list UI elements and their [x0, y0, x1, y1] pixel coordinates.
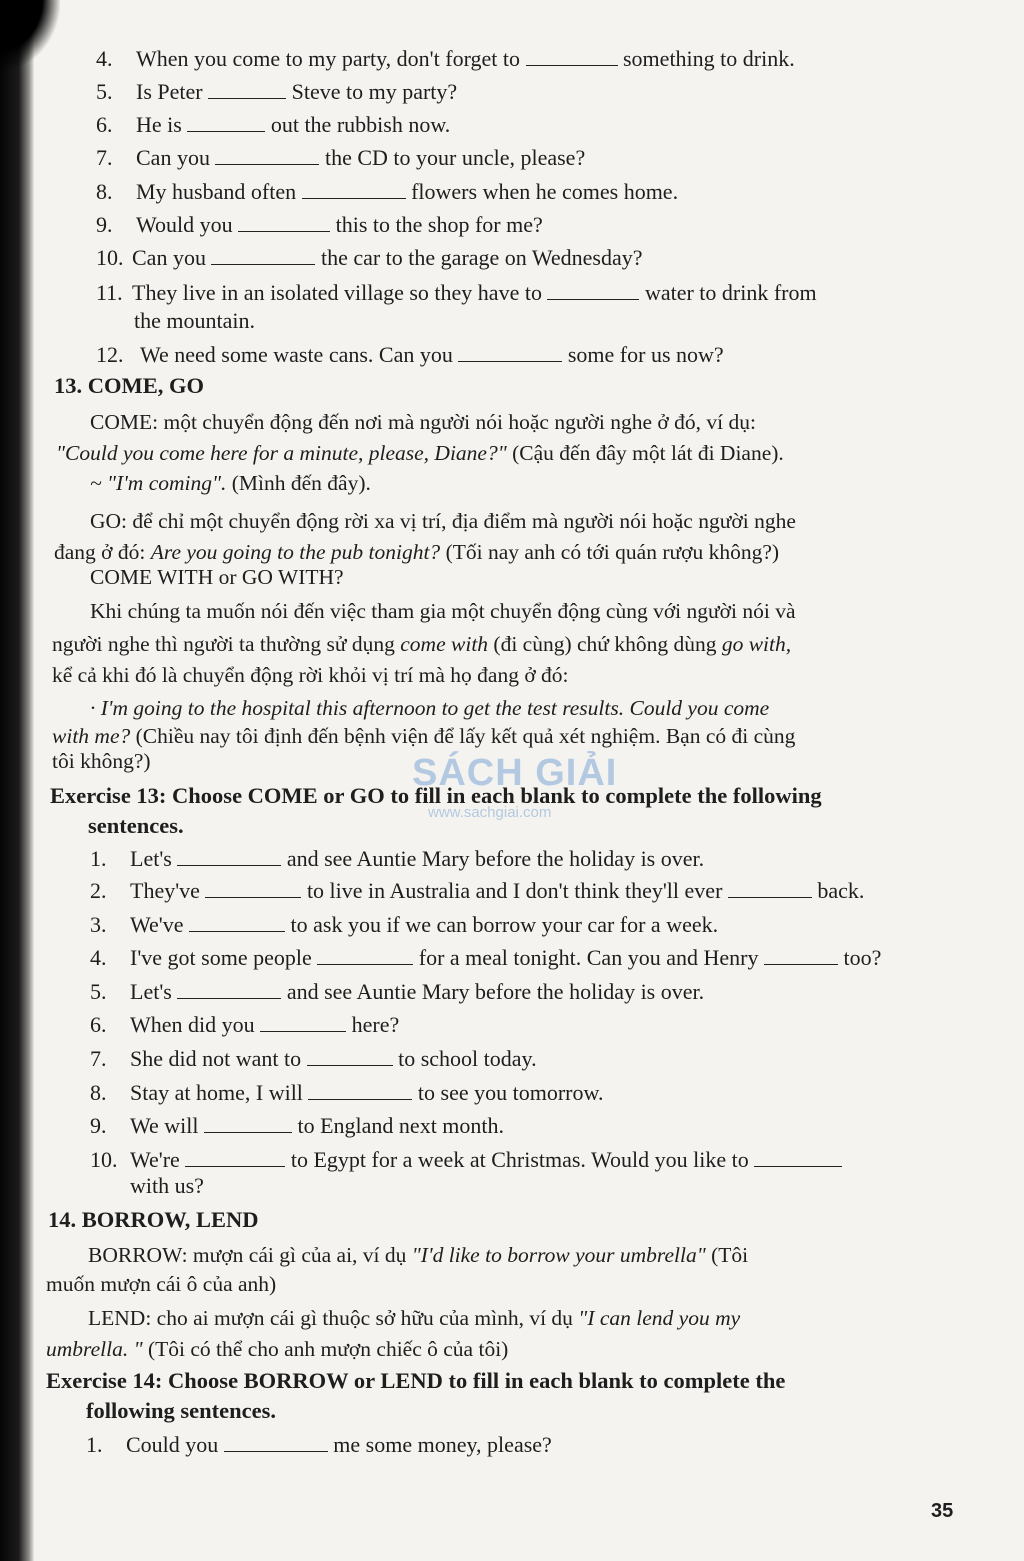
translation-text: (Mình đến đây).	[226, 471, 371, 495]
answer-blank[interactable]	[302, 180, 406, 199]
answer-blank[interactable]	[177, 980, 281, 999]
item-text: Can you	[132, 245, 206, 270]
translation-text: (Tôi có thể cho anh mượn chiếc ô của tôi)	[142, 1337, 509, 1361]
answer-blank[interactable]	[260, 1013, 346, 1032]
translation-text: (Tối nay anh có tới quán rượu không?)	[440, 540, 780, 564]
paragraph-line: tôi không?)	[52, 749, 151, 773]
emphasis-text: come with	[400, 632, 489, 656]
item-number: 1.	[86, 1432, 103, 1457]
example-text: "I'd like to borrow your umbrella"	[411, 1243, 706, 1267]
item-text: to see you tomorrow.	[417, 1080, 604, 1105]
answer-blank[interactable]	[205, 879, 301, 898]
paragraph-text: người nghe thì người ta thường sử dụng	[52, 632, 401, 656]
item-text: and see Auntie Mary before the holiday is over.	[286, 846, 705, 871]
paragraph-text: đang ở đó:	[54, 540, 151, 564]
exercise-item	[96, 342, 724, 368]
translation-text: (Tôi	[705, 1243, 749, 1267]
item-number: 8.	[96, 179, 113, 204]
paragraph-line: muốn mượn cái ô của anh)	[46, 1272, 277, 1296]
exercise-title: following sentences.	[86, 1398, 276, 1423]
exercise-item-continued	[134, 308, 255, 334]
item-number: 1.	[90, 846, 107, 871]
paragraph-text: LEND: cho ai mượn cái gì thuộc sở hữu của mình, ví dụ	[88, 1306, 579, 1330]
item-number: 4.	[96, 46, 113, 71]
paragraph-line: Khi chúng ta muốn nói đến việc tham gia một chuyển động cùng với người nói và	[90, 599, 796, 623]
paragraph-line: kể cả khi đó là chuyển động rời khỏi vị trí mà họ đang ở đó:	[52, 663, 569, 687]
exercise-item	[90, 979, 704, 1005]
answer-blank[interactable]	[187, 113, 265, 132]
exercise-item	[90, 1147, 842, 1173]
item-text: She did not want to	[130, 1046, 302, 1071]
section-heading: 13. COME, GO	[54, 373, 204, 398]
answer-blank[interactable]	[317, 946, 413, 965]
item-text: this to the shop for me?	[335, 212, 543, 237]
item-number: 9.	[90, 1113, 107, 1138]
item-text: to school today.	[398, 1046, 537, 1071]
item-text: too?	[843, 945, 882, 970]
answer-blank[interactable]	[547, 281, 639, 300]
item-number: 7.	[96, 145, 113, 170]
paragraph-line	[88, 1242, 748, 1268]
page-number: 35	[931, 1500, 954, 1522]
exercise-item	[90, 1012, 399, 1038]
item-text: When you come to my party, don't forget to	[136, 46, 520, 71]
answer-blank[interactable]	[308, 1081, 412, 1100]
item-text: Can you	[136, 145, 210, 170]
paragraph-line	[88, 1305, 740, 1331]
answer-blank[interactable]	[754, 1148, 842, 1167]
item-text: here?	[351, 1012, 400, 1037]
item-text: We will	[130, 1113, 199, 1138]
item-text: me some money, please?	[333, 1432, 552, 1457]
item-number: 11.	[96, 280, 123, 305]
exercise-item	[90, 1080, 603, 1106]
item-text: to England next month.	[297, 1113, 505, 1138]
item-text: When did you	[130, 1012, 255, 1037]
answer-blank[interactable]	[224, 1433, 328, 1452]
item-number: 9.	[96, 212, 113, 237]
exercise-item	[86, 1432, 552, 1458]
exercise-item	[90, 878, 864, 904]
item-text: the CD to your uncle, please?	[324, 145, 586, 170]
item-text: They live in an isolated village so they have to	[132, 280, 542, 305]
paragraph-line	[54, 539, 779, 565]
exercise-item	[96, 212, 543, 238]
translation-text: (Chiều nay tôi định đến bệnh viện để lấy kết quả xét nghiệm. Bạn có đi cùng	[130, 724, 796, 748]
answer-blank[interactable]	[526, 47, 618, 66]
item-text: Steve to my party?	[291, 79, 458, 104]
paragraph-line	[90, 470, 371, 496]
example-text: ~ "I'm coming".	[90, 471, 227, 495]
paragraph-text: BORROW: mượn cái gì của ai, ví dụ	[88, 1243, 412, 1267]
item-text: Would you	[136, 212, 233, 237]
paragraph-text: (đi cùng) chứ không dùng	[488, 632, 722, 656]
item-text: We're	[130, 1147, 180, 1172]
item-text: I've got some people	[130, 945, 312, 970]
item-text: out the rubbish now.	[270, 112, 451, 137]
paragraph-line: GO: để chỉ một chuyển động rời xa vị trí, địa điểm mà người nói hoặc người nghe	[90, 509, 796, 533]
item-number: 12.	[96, 342, 124, 367]
item-text: to ask you if we can borrow your car for a week.	[290, 912, 719, 937]
answer-blank[interactable]	[211, 246, 315, 265]
item-text: and see Auntie Mary before the holiday is over.	[286, 979, 705, 1004]
example-text: "I can lend you my	[578, 1306, 741, 1330]
item-text: the mountain.	[134, 308, 255, 333]
item-text: to live in Australia and I don't think they'll ever	[306, 878, 723, 903]
item-text: Let's	[130, 979, 172, 1004]
answer-blank[interactable]	[728, 879, 812, 898]
item-number: 6.	[90, 1012, 107, 1037]
section-heading: 14. BORROW, LEND	[48, 1207, 259, 1232]
exercise-item	[90, 945, 881, 971]
answer-blank[interactable]	[208, 80, 286, 99]
exercise-item	[96, 145, 585, 171]
example-text: "Could you come here for a minute, please, Diane?"	[56, 441, 507, 465]
exercise-item	[96, 112, 450, 138]
item-number: 4.	[90, 945, 107, 970]
example-text: Are you going to the pub tonight?	[150, 540, 441, 564]
watermark-url: www.sachgiai.com	[428, 804, 552, 821]
translation-text: (Cậu đến đây một lát đi Diane).	[506, 441, 784, 465]
exercise-item	[90, 912, 718, 938]
answer-blank[interactable]	[764, 946, 838, 965]
exercise-title: sentences.	[88, 813, 184, 838]
item-text: Stay at home, I will	[130, 1080, 303, 1105]
exercise-item	[96, 179, 678, 205]
answer-blank[interactable]	[215, 146, 319, 165]
example-line: · I'm going to the hospital this afternoon to get the test results. Could you come	[90, 696, 770, 720]
exercise-item	[96, 280, 817, 306]
item-number: 5.	[96, 79, 113, 104]
item-number: 10.	[96, 245, 124, 270]
answer-blank[interactable]	[177, 847, 281, 866]
item-number: 8.	[90, 1080, 107, 1105]
item-number: 6.	[96, 112, 113, 137]
item-number: 3.	[90, 912, 107, 937]
item-text: Let's	[130, 846, 172, 871]
paragraph-line	[52, 723, 795, 749]
answer-blank[interactable]	[307, 1047, 393, 1066]
item-text: He is	[136, 112, 182, 137]
item-number: 10.	[90, 1147, 118, 1172]
exercise-title: Exercise 14: Choose BORROW or LEND to fill in each blank to complete the	[46, 1368, 786, 1393]
paragraph-line	[46, 1336, 508, 1362]
item-text: some for us now?	[567, 342, 724, 367]
example-text: umbrella. "	[46, 1337, 143, 1361]
paragraph-line: COME: một chuyển động đến nơi mà người nói hoặc người nghe ở đó, ví dụ:	[90, 410, 756, 434]
exercise-item	[96, 46, 795, 72]
answer-blank[interactable]	[204, 1114, 292, 1133]
exercise-item	[90, 846, 704, 872]
item-text: to Egypt for a week at Christmas. Would you like to	[290, 1147, 749, 1172]
item-text: Is Peter	[136, 79, 203, 104]
exercise-title: Exercise 13: Choose COME or GO to fill in each blank to complete the following	[50, 783, 822, 808]
item-text: water to drink from	[644, 280, 817, 305]
item-text: flowers when he comes home.	[411, 179, 679, 204]
item-number: 5.	[90, 979, 107, 1004]
emphasis-text: go with,	[721, 632, 792, 656]
item-text: back.	[817, 878, 865, 903]
item-text: something to drink.	[623, 46, 795, 71]
item-text: We've	[130, 912, 184, 937]
exercise-item	[96, 245, 643, 271]
answer-blank[interactable]	[458, 343, 562, 362]
item-text: My husband often	[136, 179, 297, 204]
exercise-item	[96, 79, 457, 105]
exercise-item-continued: with us?	[130, 1173, 204, 1198]
example-text: with me?	[52, 724, 131, 748]
item-text: They've	[130, 878, 200, 903]
exercise-item	[90, 1046, 537, 1072]
exercise-item	[90, 1113, 504, 1139]
watermark-text: SÁCH GIẢI	[412, 752, 618, 794]
item-text: for a meal tonight. Can you and Henry	[418, 945, 759, 970]
item-number: 7.	[90, 1046, 107, 1071]
item-text: We need some waste cans. Can you	[140, 342, 453, 367]
item-text: the car to the garage on Wednesday?	[320, 245, 643, 270]
answer-blank[interactable]	[189, 913, 285, 932]
answer-blank[interactable]	[185, 1148, 285, 1167]
answer-blank[interactable]	[238, 213, 330, 232]
paragraph-line	[56, 440, 784, 466]
item-number: 2.	[90, 878, 107, 903]
item-text: Could you	[126, 1432, 219, 1457]
paragraph-line	[52, 631, 791, 657]
subheading: COME WITH or GO WITH?	[90, 565, 344, 589]
